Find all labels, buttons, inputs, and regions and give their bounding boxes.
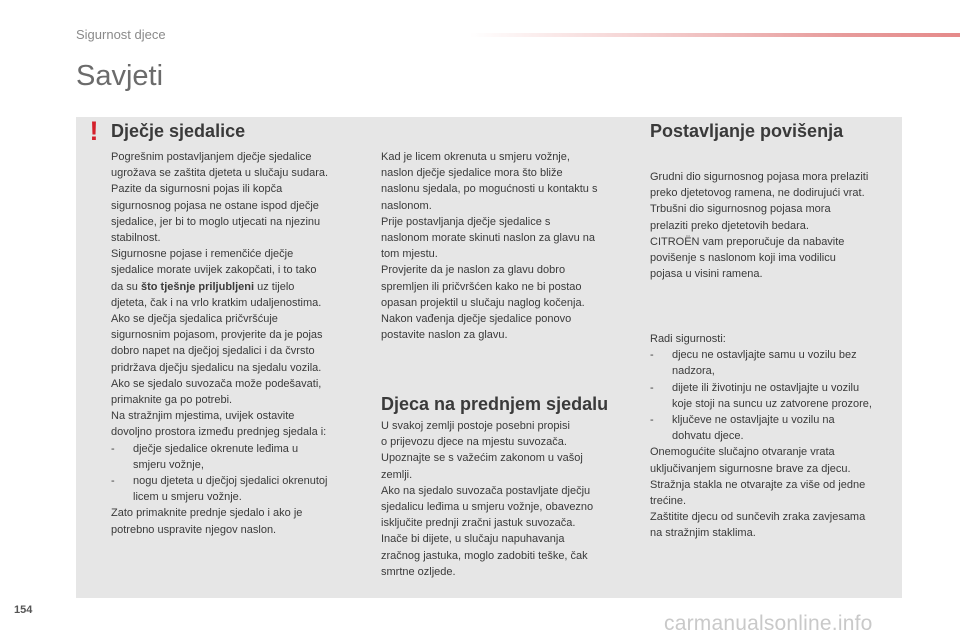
text-line: sigurnosnog pojasa ne ostane ispod dječje [111, 199, 319, 212]
bullet-text: nogu djeteta u dječjoj sjedalici okrenutoj [133, 475, 328, 488]
text-line: opasan projektil u slučaju naglog kočenja. [381, 296, 585, 309]
text-line: Kad je licem okrenuta u smjeru vožnje, [381, 151, 570, 163]
bullet-text: nadzora, [672, 365, 715, 378]
text-line: stabilnost. [111, 232, 161, 245]
bullet-item: - dijete ili životinju ne ostavljajte u vozilu koje stoji na suncu uz zatvorene prozore, [650, 381, 872, 410]
text-line: primaknite ga po potrebi. [111, 394, 233, 407]
text-line: trećine. [650, 495, 687, 508]
text-line: sjedalice, jer bi to moglo utjecati na njezinu [111, 215, 321, 228]
text-line: smrtne ozljede. [381, 565, 456, 578]
text-line: Inače bi dijete, u slučaju napuhavanja [381, 533, 565, 546]
col2-text [381, 149, 643, 343]
text-line-with-emphasis [111, 279, 373, 295]
text-line: Nakon vađenja dječje sjedalice ponovo [381, 313, 572, 326]
text-line: sjedalice morate uvijek zakopčati, i to tako [111, 264, 317, 277]
text-line: pridržava dječju sjedalicu na sjedalu vozila. [111, 361, 322, 374]
text-line: naslonom morate skinuti naslon za glavu na [381, 232, 596, 245]
text-line: zračnog jastuka, moglo zadobiti teške, čak [381, 549, 588, 562]
bullet-item: - djecu ne ostavljajte samu u vozilu bez nadzora, [650, 349, 857, 378]
text-line: ugrožava se zaštita djeteta u slučaju sudara. [111, 167, 329, 180]
text-line: zemlji. [381, 468, 413, 481]
text-line: isključite prednji zračni jastuk suvozača. [381, 517, 576, 530]
bullet-text: koje stoji na suncu uz zatvorene prozore, [672, 397, 872, 410]
warning-icon: ! [89, 116, 99, 146]
text-line: U svakoj zemlji postoje posebni propisi [381, 420, 570, 432]
bullet-item: - ključeve ne ostavljajte u vozilu na dohvatu djece. [650, 414, 835, 443]
text-line: Provjerite da je naslon za glavu dobro [381, 264, 566, 277]
text-line: tom mjestu. [381, 248, 438, 261]
text-line: sigurnosnim pojasom, provjerite da je pojas [111, 329, 323, 342]
bullet-item: - dječje sjedalice okrenute leđima u smjeru vožnje, [111, 442, 299, 471]
col3-text [650, 169, 900, 282]
text-fragment: da su [111, 280, 141, 293]
text-line: Upoznajte se s važećim zakonom u vašoj [381, 452, 583, 465]
bullet-text: smjeru vožnje, [133, 458, 204, 471]
text-line: Prije postavljanja dječje sjedalice s [381, 215, 551, 228]
text-line: Zato primaknite prednje sjedalo i ako je [111, 507, 303, 520]
heading-booster: Postavljanje povišenja [650, 121, 844, 141]
text-line: CITROËN vam preporučuje da nabavite [650, 235, 845, 248]
text-line: naslonom. [381, 199, 432, 212]
text-line: Pogrešnim postavljanjem dječje sjedalice [111, 151, 312, 163]
text-line: dobro napet na dječjoj sjedalici i da čvrsto [111, 345, 315, 358]
text-line: Trbušni dio sigurnosnog pojasa mora [650, 203, 831, 216]
bullet-text: djecu ne ostavljajte samu u vozilu bez [672, 349, 857, 362]
bullet-text: licem u smjeru vožnje. [133, 491, 242, 504]
text-line: Pazite da sigurnosni pojas ili kopča [111, 183, 283, 196]
bullet-text: dijete ili životinju ne ostavljajte u vozilu [672, 381, 860, 394]
text-line: prelaziti preko djetetovih bedara. [650, 219, 809, 232]
text-line: Grudni dio sigurnosnog pojasa mora prelaziti [650, 171, 869, 183]
text-line: Ako se sjedalo suvozača može podešavati, [111, 377, 322, 390]
bullet-text: dječje sjedalice okrenute leđima u [133, 442, 299, 455]
text-line: djeteta, čak i na vrlo kratkim udaljenostima. [111, 296, 322, 309]
text-line: Ako se dječja sjedalica pričvršćuje [111, 313, 278, 326]
text-line: Stražnja stakla ne otvarajte za više od jedne [650, 478, 866, 491]
bullet-item: - nogu djeteta u dječjoj sjedalici okrenutoj licem u smjeru vožnje. [111, 475, 328, 504]
text-line: pojasa u visini ramena. [650, 268, 763, 281]
header-accent-bar [470, 33, 960, 37]
watermark: carmanualsonline.info [664, 612, 873, 635]
text-line: na stražnjim staklima. [650, 527, 756, 540]
text-fragment: uz tijelo [254, 280, 295, 293]
bullet-text: ključeve ne ostavljajte u vozilu na [672, 414, 835, 427]
text-line: spremljen ili pričvršćen kako ne bi postao [381, 280, 582, 293]
text-line: naslon dječje sjedalice mora što bliže [381, 167, 563, 180]
text-line: Onemogućite slučajno otvaranje vrata [650, 446, 835, 459]
text-line: o prijevozu djece na mjestu suvozača. [381, 436, 567, 449]
emphasis-text: što tješnje priljubljeni [140, 280, 255, 293]
col2-text-front-seat [381, 418, 643, 580]
heading-child-seats: Dječje sjedalice [111, 121, 246, 141]
section-label: Sigurnost djece [76, 27, 166, 42]
bullet-text: dohvatu djece. [672, 430, 744, 443]
col3-safety-text [650, 331, 900, 542]
heading-front-seat: Djeca na prednjem sjedalu [381, 394, 609, 414]
text-line: dovoljno prostora između prednjeg sjedala i: [111, 426, 327, 439]
text-line: Sigurnosne pojase i remenčiće dječje [111, 248, 294, 261]
text-line: preko djetetovog ramena, ne dodirujući vrat. [650, 187, 865, 200]
col1-text [111, 149, 373, 538]
text-line: Ako na sjedalo suvozača postavljate dječju [381, 484, 591, 497]
text-line: potrebno uspravite njegov naslon. [111, 523, 277, 536]
text-line: sjedalicu leđima u smjeru vožnje, obavezno [381, 501, 594, 514]
text-line: Zaštitite djecu od sunčevih zraka zavjesama [650, 511, 866, 524]
text-line: postavite naslon za glavu. [381, 329, 508, 342]
text-line: Na stražnjim mjestima, uvijek ostavite [111, 410, 295, 423]
page-number: 154 [14, 604, 33, 616]
page-title: Savjeti [76, 60, 164, 92]
text-line: uključivanjem sigurnosne brave za djecu. [650, 462, 851, 475]
text-line: Radi sigurnosti: [650, 333, 726, 345]
text-line: naslonu sjedala, po mogućnosti u kontaktu s [381, 183, 598, 196]
text-line: povišenje s naslonom koji ima vodilicu [650, 252, 836, 265]
